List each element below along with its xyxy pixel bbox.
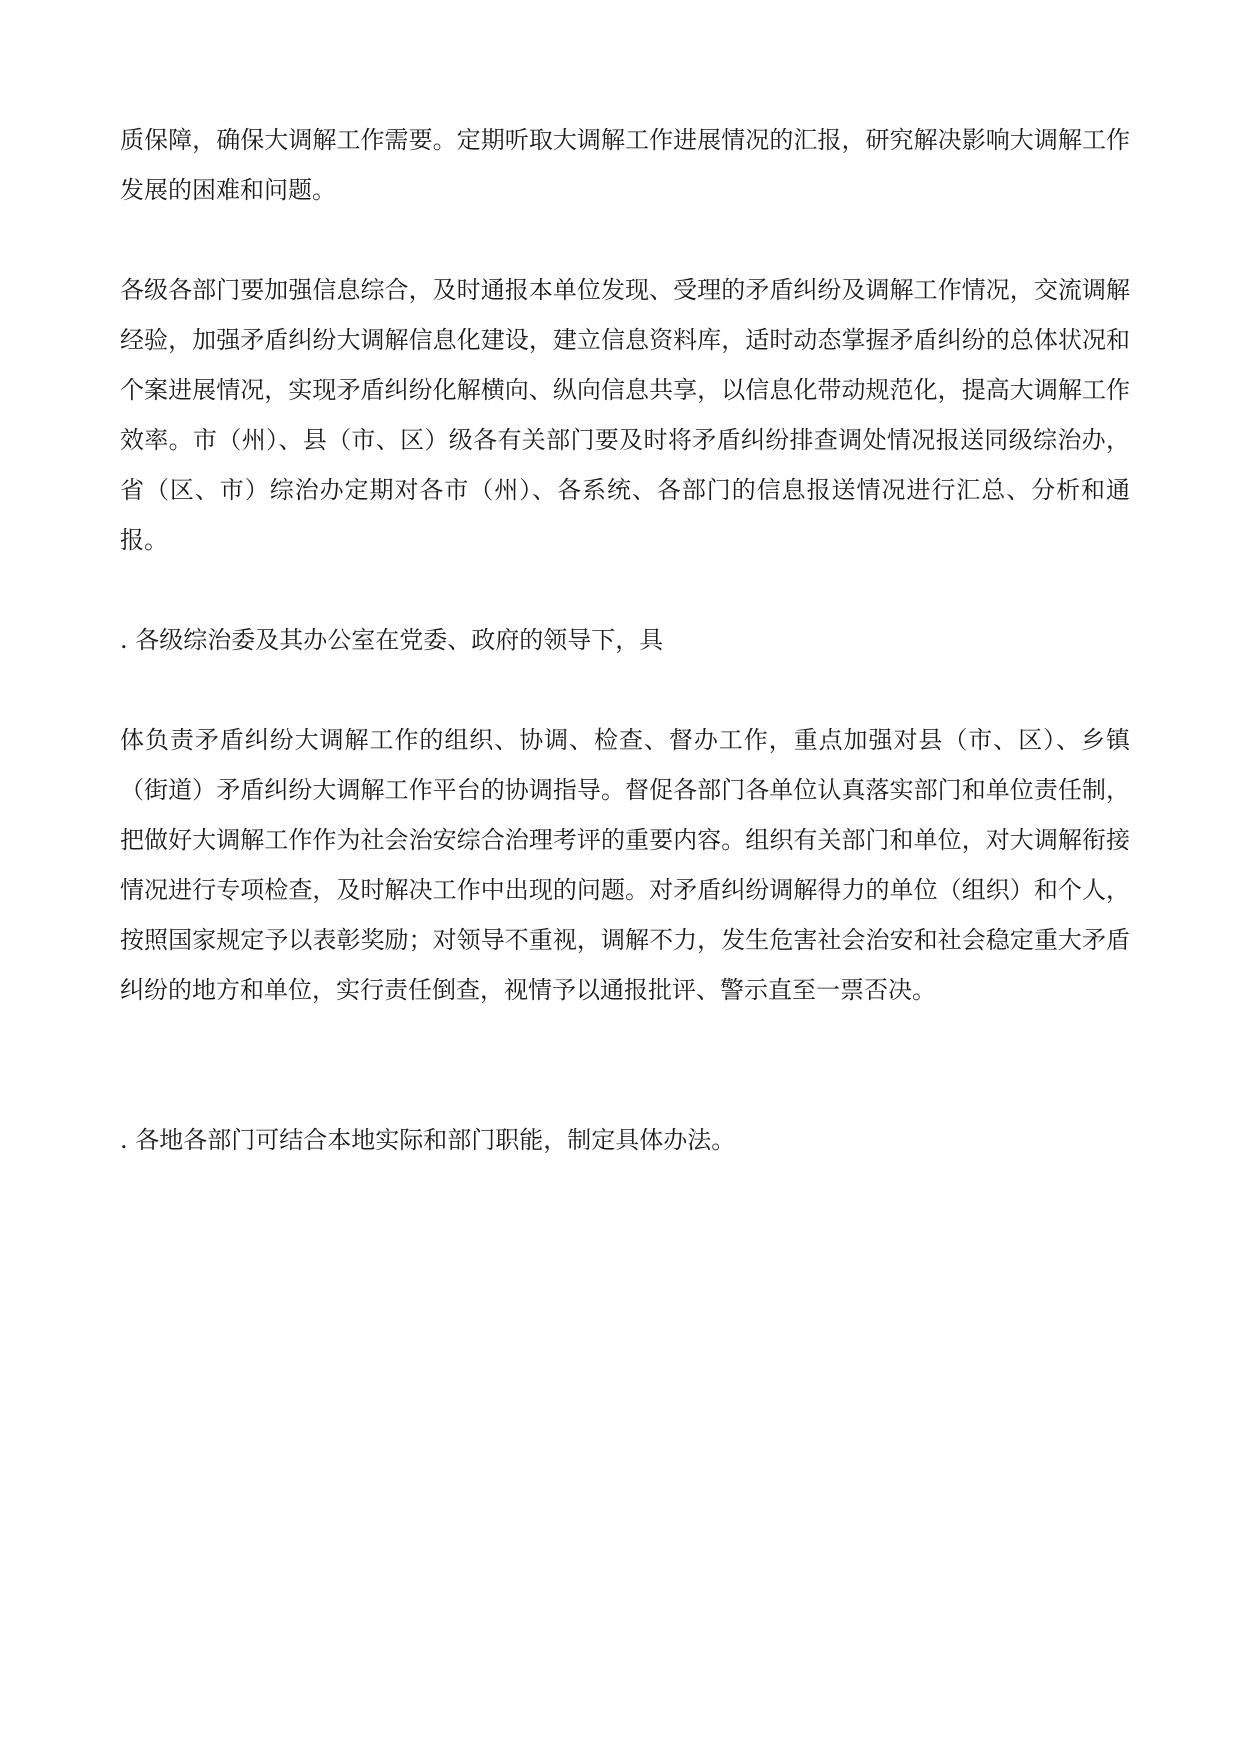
paragraph-funding-guarantee: 质保障，确保大调解工作需要。定期听取大调解工作进展情况的汇报，研究解决影响大调解工作发展的困难和问题。 (120, 126, 1130, 204)
paragraph-information-sharing: 各级各部门要加强信息综合，及时通报本单位发现、受理的矛盾纠纷及调解工作情况，交流调解经验，加强矛盾纠纷大调解信息化建设，建立信息资料库，适时动态掌握矛盾纠纷的总体状况和个案进展情况，实现矛盾纠纷化解横向、纵向信息共享，以信息化带动规范化，提高大调解工作效率。市（州）、县（市、区）级各有关部门要及时将矛盾纠纷排查调处情况报送同级综治办，省（区、市）综治办定期对各市（州）、各系统、各部门的信息报送情况进行汇总、分析和通报。 (120, 276, 1130, 554)
paragraph-committee-heading: . 各级综治委及其办公室在党委、政府的领导下，具 (120, 626, 664, 654)
paragraph-local-measures: . 各地各部门可结合本地实际和部门职能，制定具体办法。 (120, 1126, 736, 1154)
paragraph-committee-duties: 体负责矛盾纠纷大调解工作的组织、协调、检查、督办工作，重点加强对县（市、区）、乡镇（街道）矛盾纠纷大调解工作平台的协调指导。督促各部门各单位认真落实部门和单位责任制，把做好大调解工作作为社会治安综合治理考评的重要内容。组织有关部门和单位，对大调解衔接情况进行专项检查，及时解决工作中出现的问题。对矛盾纠纷调解得力的单位（组织）和个人，按照国家规定予以表彰奖励；对领导不重视，调解不力，发生危害社会治安和社会稳定重大矛盾纠纷的地方和单位，实行责任倒查，视情予以通报批评、警示直至一票否决。 (120, 726, 1130, 1004)
